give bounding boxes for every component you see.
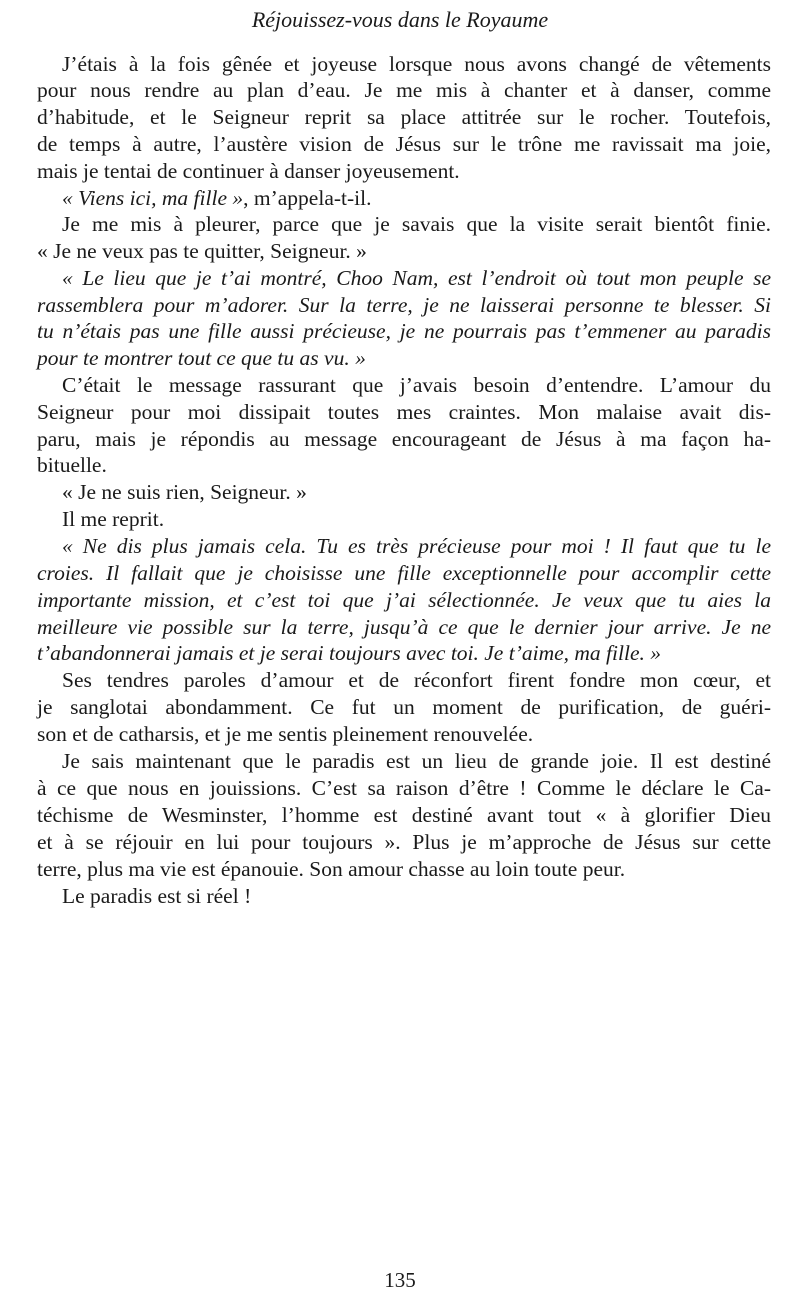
page-number: 135: [384, 1268, 416, 1292]
text-line: paru, mais je répondis au message encourageant de Jésus à ma façon ha-: [37, 427, 771, 451]
text-line: à ce que nous en jouissions. C’est sa raison d’être ! Comme le déclare le Ca-: [37, 776, 771, 800]
text-line: rassemblera pour m’adorer. Sur la terre, je ne laisserai personne te blesser. Si: [37, 293, 771, 317]
text-line: d’habitude, et le Seigneur reprit sa place attitrée sur le rocher. Toutefois,: [37, 105, 771, 129]
text-line: son et de catharsis, et je me sentis pleinement renouvelée.: [37, 722, 534, 746]
text-line: Je me mis à pleurer, parce que je savais que la visite serait bientôt finie.: [62, 212, 771, 236]
text-line: [62, 185, 771, 211]
text-line: pour te montrer tout ce que tu as vu. »: [37, 346, 366, 370]
text-line: « Ne dis plus jamais cela. Tu es très précieuse pour moi ! Il faut que tu le: [62, 534, 771, 558]
text-line: téchisme de Wesminster, l’homme est destiné avant tout « à glorifier Dieu: [37, 803, 771, 827]
text-line: t’abandonnerai jamais et je serai toujours avec toi. Je t’aime, ma fille. »: [37, 641, 661, 665]
text-line: meilleure vie possible sur la terre, jusqu’à ce que le dernier jour arrive. Je ne: [37, 615, 771, 639]
text-line: croies. Il fallait que je choisisse une fille exceptionnelle pour accomplir cette: [37, 561, 771, 585]
text-line: tu n’étais pas une fille aussi précieuse, je ne pourrais pas t’emmener au paradis: [37, 319, 771, 343]
text-line: Ses tendres paroles d’amour et de réconfort firent fondre mon cœur, et: [62, 668, 771, 692]
text-line: mais je tentai de continuer à danser joyeusement.: [37, 159, 460, 183]
text-line: de temps à autre, l’austère vision de Jésus sur le trône me ravissait ma joie,: [37, 132, 771, 156]
text-line: pour nous rendre au plan d’eau. Je me mis à chanter et à danser, comme: [37, 78, 771, 102]
text-line: « Le lieu que je t’ai montré, Choo Nam, est l’endroit où tout mon peuple se: [62, 266, 771, 290]
text-line: bituelle.: [37, 453, 107, 477]
text-line: « Je ne suis rien, Seigneur. »: [62, 480, 307, 504]
text-line: je sanglotai abondamment. Ce fut un moment de purification, de guéri-: [37, 695, 771, 719]
text-line: Le paradis est si réel !: [62, 884, 252, 908]
text-line: Seigneur pour moi dissipait toutes mes craintes. Mon malaise avait dis-: [37, 400, 771, 424]
quote-attribution: , m’appela-t-il.: [243, 186, 372, 210]
running-title: Réjouissez-vous dans le Royaume: [251, 7, 549, 32]
quote-italic: « Viens ici, ma fille »: [62, 186, 244, 210]
text-line: C’était le message rassurant que j’avais besoin d’entendre. L’amour du: [62, 373, 771, 397]
text-line: J’étais à la fois gênée et joyeuse lorsque nous avons changé de vêtements: [62, 52, 771, 76]
text-line: Je sais maintenant que le paradis est un lieu de grande joie. Il est destiné: [62, 749, 771, 773]
text-line: importante mission, et c’est toi que j’ai sélectionnée. Je veux que tu aies la: [37, 588, 771, 612]
text-line: « Je ne veux pas te quitter, Seigneur. »: [37, 239, 367, 263]
text-line: et à se réjouir en lui pour toujours ». Plus je m’approche de Jésus sur cette: [37, 830, 771, 854]
text-line: terre, plus ma vie est épanouie. Son amour chasse au loin toute peur.: [37, 857, 626, 881]
text-line: Il me reprit.: [62, 507, 165, 531]
